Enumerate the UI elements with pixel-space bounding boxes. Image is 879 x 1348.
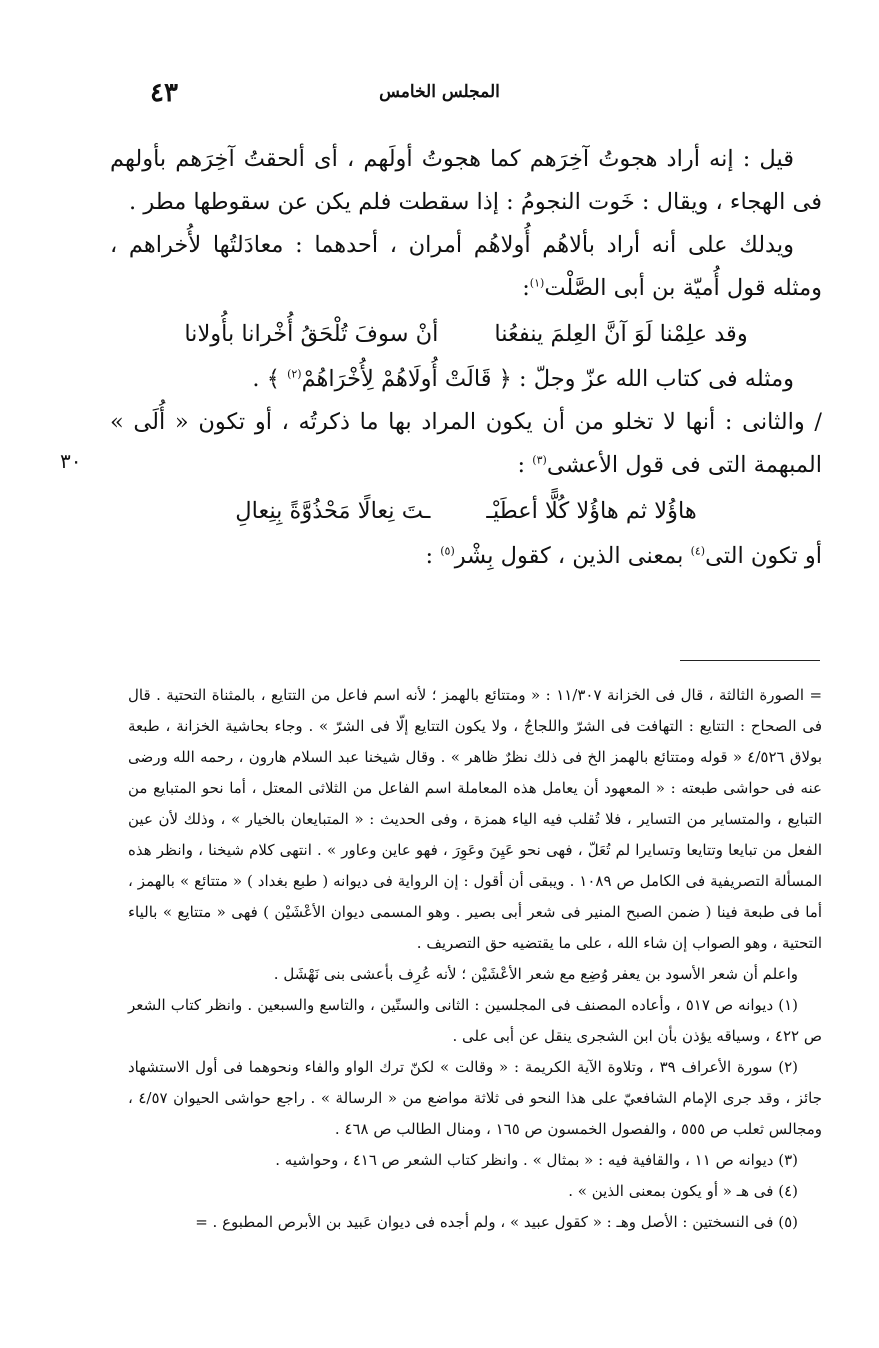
verse-1-first-hemistich: وقد علِمْنا لَوَ آنَّ العِلمَ ينفعُنا (494, 321, 748, 347)
footnote-separator (680, 660, 820, 661)
footnote-ref-4: (٤) (690, 544, 706, 558)
verse-umayya (110, 310, 822, 358)
verse-asha (110, 487, 822, 535)
paragraph-5-text-a: أو تكون التى (705, 543, 822, 569)
footnote-4: (٤) فى هـ « أو يكون بمعنى الذين » . (568, 1182, 798, 1200)
paragraph-4-end: : (517, 452, 526, 478)
paragraph-5-end: : (425, 543, 434, 569)
verse-2-second-hemistich: ـتَ نِعالًا مَحْذُوَّةً بِنِعالِ (235, 498, 431, 524)
verse-1-second-hemistich: أنْ سوفَ تُلْحَقُ أُخْرانا بأُولانا (184, 321, 439, 347)
paragraph-3 (110, 358, 822, 401)
paragraph-3-text: ومثله فى كتاب الله عزّ وجلّ : ﴿ قَالَتْ أُولَاهُمْ لِأُخْرَاهُمْ (301, 366, 794, 392)
footnote-ref-1: (١) (529, 276, 545, 290)
paragraph-4 (110, 401, 822, 487)
footnote-ref-5: (٥) (440, 544, 455, 558)
verse-2-first-hemistich: هاؤُلا ثم هاؤُلا كُلًّا أعطَيْـ (486, 498, 697, 524)
paragraph-2 (110, 224, 822, 310)
margin-line-number: ٣٠ (60, 449, 82, 473)
main-text (110, 138, 822, 578)
footnote-ref-2: (٢) (287, 367, 302, 381)
paragraph-5-text-b: بمعنى الذين ، كقول بِشْر (454, 543, 684, 569)
footnote-2: (٢) سورة الأعراف ٣٩ ، وتلاوة الآية الكريمة : « وقالت » لكنّ ترك الواو والفاء ونحوهما فى أول الاستشهاد جائز ، وقد جرى الإمام الشافعيّ على هذا النحو فى ثلاثة مواضع من « الرسالة » . راجع حواشى الحيوان ٤/٥٧ ، ومجالس ثعلب ص ٥٥٥ ، والفصول الخمسون ص ١٦٥ ، ومنال الطالب ص ٤٦٨ . (128, 1058, 823, 1138)
footnote-5: (٥) فى النسختين : الأصل وهـ : « كقول عبيد » ، ولم أجده فى ديوان عَبيد بن الأبرص المطبوع . = (195, 1213, 798, 1231)
running-head (0, 78, 879, 110)
footnote-3: (٣) ديوانه ص ١١ ، والقافية فيه : « بمثال » . وانظر كتاب الشعر ص ٤١٦ ، وحواشيه . (275, 1151, 798, 1169)
footnote-ref-3: (٣) (532, 453, 547, 467)
page-number: ٤٣ (150, 78, 178, 108)
paragraph-2-end: : (522, 275, 530, 301)
paragraph-4-text: / والثانى : أنها لا تخلو من أن يكون المراد بها ما ذكرتُه ، أو تكون « أُلَى » المبهمة التى فى قول الأعشى (110, 409, 822, 478)
paragraph-5 (110, 535, 822, 578)
footnote-continued: = الصورة الثالثة ، قال فى الخزانة ١١/٣٠٧ : « ومتتائع بالهمز ؛ لأنه اسم فاعل من التتايع ، بالمثناة التحتية . قال فى الصحاح : التتايع : التهافت فى الشرّ واللجاجُ ، ولا يكون التتايع إلّا فى الشرّ » . وجاء بحاشية الخزانة ، طبعة بولاق ٤/٥٢٦ « قوله ومتتائع بالهمز الخ فى ذلك نظرٌ ظاهر » . وقال شيخنا عبد السلام هارون ، رحمه الله ورضى عنه فى حواشى طبعته : « المعهود أن يعامل هذه المعاملة اسم الفاعل من الثلاثى المعتل ، أما نحو المتبايع من التبايع ، والمتساير من التساير ، فلا تُقلب فيه الياء همزة ، وفى الحديث : « المتبايعان بالخيار » ، وذلك لأن عين الفعل من تبايعا وتتايعا وتسايرا لم تُعَلّ ، فهى نحو عَيِنَ وعَوِرَ ، فهو عاين وعاور » . انتهى كلام شيخنا ، وانظر هذه المسألة التصريفية فى الكامل ص ١٠٨٩ . ويبقى أن أقول : إن الرواية فى ديوانه ( طبع بغداد ) « متتائع » بالهمز ، أما فى طبعة فينا ( ضمن الصبح المنير فى شعر أبى بصير . وهو المسمى ديوان الأعْشَيْن ) فهى « متتايع » بالياء التحتية ، وهو الصواب إن شاء الله ، على ما يقتضيه حق التصريف . (128, 686, 823, 952)
paragraph-2-text: ويدلك على أنه أراد بألاهُم أُولاهُم أمران ، أحدهما : معادَلتُها لأُخراهم ، ومثله قول أُميّة بن أبى الصَّلْت (110, 232, 822, 301)
paragraph-1: قيل : إنه أراد هجوتُ آخِرَهم كما هجوتُ أولَهم ، أى ألحقتُ آخِرَهم بأولهم فى الهجاء ، ويقال : خَوت النجومُ : إذا سقطت فلم يكن عن سقوطها مطر . (110, 146, 822, 215)
paragraph-3-end: ﴾ . (252, 366, 280, 392)
footnote-continued-note: واعلم أن شعر الأسود بن يعفر وُضِع مع شعر الأعْشَيْن ؛ لأنه عُرِف بأعشى بنى نَهْشَل . (273, 965, 798, 983)
footnote-1: (١) ديوانه ص ٥١٧ ، وأعاده المصنف فى المجلسين : الثانى والستّين ، والتاسع والسبعين . وانظر كتاب الشعر ص ٤٢٢ ، وسياقه يؤذن بأن ابن الشجرى ينقل عن أبى على . (128, 996, 822, 1045)
chapter-title: المجلس الخامس (379, 82, 500, 102)
footnotes (128, 680, 822, 1238)
